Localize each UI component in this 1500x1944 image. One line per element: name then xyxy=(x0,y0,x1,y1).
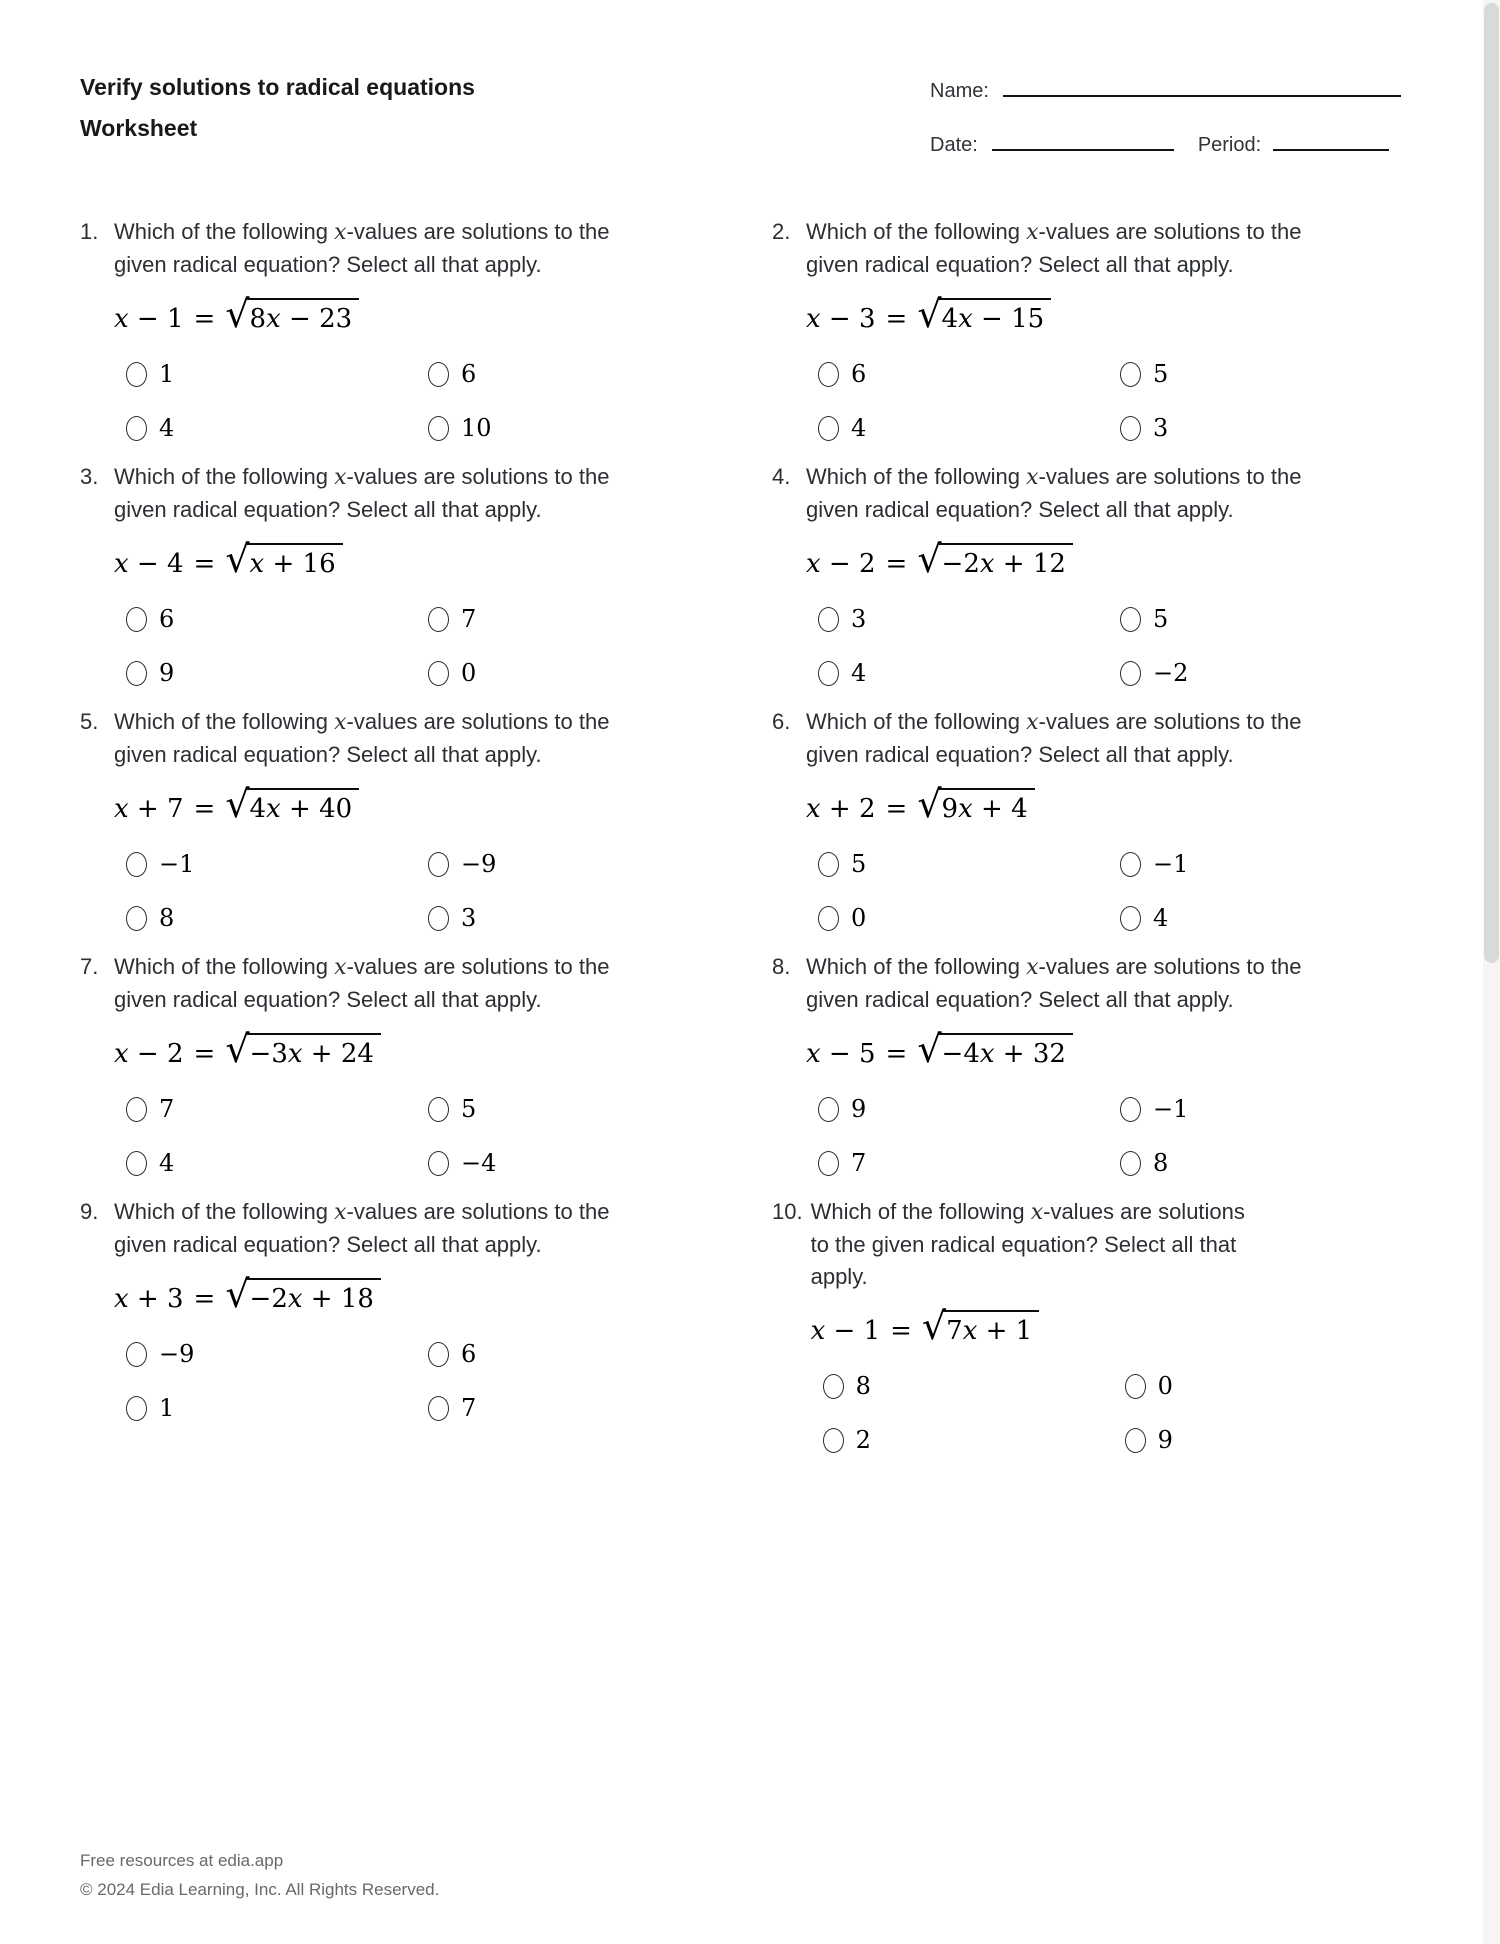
equation xyxy=(806,534,1318,592)
question-number: 2. xyxy=(772,219,791,244)
equals-sign: = xyxy=(193,794,216,824)
footer-copyright: © 2024 Edia Learning, Inc. All Rights Reserved. xyxy=(80,1880,440,1899)
math-variable-x: x xyxy=(114,304,129,334)
question-block xyxy=(80,1196,772,1441)
options-grid xyxy=(806,604,1318,688)
radio-circle-icon[interactable] xyxy=(428,1342,449,1367)
option[interactable] xyxy=(1120,604,1318,634)
option[interactable] xyxy=(126,849,428,879)
math-variable-x: x xyxy=(806,1039,821,1069)
option[interactable] xyxy=(428,1148,626,1178)
radio-circle-icon[interactable] xyxy=(126,906,147,931)
math-variable-x: x xyxy=(962,1316,978,1346)
question-block xyxy=(80,706,772,951)
option-label: 10 xyxy=(461,414,492,442)
option[interactable] xyxy=(1125,1425,1259,1455)
option[interactable] xyxy=(126,1148,428,1178)
question-block xyxy=(80,951,772,1196)
radicand: 4x + 40 xyxy=(247,788,360,823)
radio-circle-icon[interactable] xyxy=(818,906,839,931)
radio-circle-icon[interactable] xyxy=(428,1097,449,1122)
option-label: 5 xyxy=(851,850,867,878)
equation xyxy=(114,1024,626,1082)
radicand: 4x − 15 xyxy=(939,298,1052,333)
option-label: 8 xyxy=(159,904,175,932)
option-label: 6 xyxy=(159,605,175,633)
equals-sign: = xyxy=(890,1316,912,1346)
option[interactable] xyxy=(1120,903,1318,933)
option[interactable] xyxy=(818,1094,1120,1124)
option-label: −4 xyxy=(461,1149,497,1177)
radicand: x + 16 xyxy=(247,543,343,578)
option-label: −1 xyxy=(159,850,195,878)
option[interactable] xyxy=(428,1393,626,1423)
options-grid xyxy=(811,1371,1259,1455)
option[interactable] xyxy=(126,359,428,389)
option-label: −1 xyxy=(1153,850,1189,878)
option-label: 6 xyxy=(851,360,867,388)
radio-circle-icon[interactable] xyxy=(428,852,449,877)
option[interactable] xyxy=(428,658,626,688)
radio-circle-icon[interactable] xyxy=(126,607,147,632)
radical-sign-icon: √ xyxy=(225,1272,250,1316)
option[interactable] xyxy=(1125,1371,1259,1401)
question-number: 1. xyxy=(80,219,99,244)
equals-sign: = xyxy=(885,304,908,334)
math-variable-x: x xyxy=(806,549,821,579)
option[interactable] xyxy=(818,604,1120,634)
option[interactable] xyxy=(1120,1148,1318,1178)
options-grid xyxy=(114,1339,626,1423)
option-label: 6 xyxy=(461,360,477,388)
math-variable-x: x xyxy=(266,304,281,334)
radical-sign-icon: √ xyxy=(917,292,942,336)
question-block xyxy=(772,706,1318,951)
equation xyxy=(114,1269,626,1327)
option-label: 4 xyxy=(851,659,867,687)
equation-left-side: x − 1 xyxy=(114,304,184,334)
question-prompt: Which of the following x-values are solutions to the given radical equation? Select all that apply. xyxy=(806,464,1302,522)
option[interactable] xyxy=(1120,413,1318,443)
math-variable-x: x xyxy=(958,794,973,824)
option[interactable] xyxy=(428,413,626,443)
question-content xyxy=(114,951,626,1178)
radio-circle-icon[interactable] xyxy=(818,852,839,877)
option[interactable] xyxy=(818,1148,1120,1178)
math-variable-x: x xyxy=(806,794,821,824)
equation-left-side: x + 7 xyxy=(114,794,184,824)
option-label: −1 xyxy=(1153,1095,1189,1123)
question-content xyxy=(806,216,1318,443)
option-label: 5 xyxy=(461,1095,477,1123)
option-label: 0 xyxy=(1157,1372,1173,1400)
square-root-expression xyxy=(225,1027,381,1071)
footer-resources: Free resources at edia.app xyxy=(80,1851,284,1870)
option-label: 8 xyxy=(1153,1149,1169,1177)
option[interactable] xyxy=(818,903,1120,933)
title-line-2: Worksheet xyxy=(80,115,198,141)
option[interactable] xyxy=(1120,658,1318,688)
math-variable-x: x xyxy=(249,549,265,579)
radio-circle-icon[interactable] xyxy=(428,1396,449,1421)
question-number: 9. xyxy=(80,1199,99,1224)
radical-sign-icon: √ xyxy=(917,537,942,581)
option-label: 3 xyxy=(851,605,867,633)
option-label: 1 xyxy=(159,360,175,388)
question-prompt: Which of the following x-values are solutions to the given radical equation? Select all that apply. xyxy=(114,709,610,767)
math-variable-x: x xyxy=(114,794,129,824)
option-label: 9 xyxy=(159,659,175,687)
question-content xyxy=(114,461,626,688)
question-prompt: Which of the following x-values are solutions to the given radical equation? Select all that apply. xyxy=(114,1199,610,1257)
option-label: 0 xyxy=(461,659,477,687)
math-variable-x: x xyxy=(114,1284,129,1314)
period-blank-line xyxy=(1273,134,1389,151)
radio-circle-icon[interactable] xyxy=(1120,906,1141,931)
option-label: 4 xyxy=(159,1149,175,1177)
question-content xyxy=(114,706,626,933)
option-label: 5 xyxy=(1153,605,1169,633)
period-label: Period: xyxy=(1197,134,1262,156)
equation xyxy=(806,1024,1318,1082)
radical-sign-icon: √ xyxy=(225,537,250,581)
option-label: 7 xyxy=(159,1095,175,1123)
option[interactable] xyxy=(126,1393,428,1423)
question-prompt: Which of the following x-values are solutions to the given radical equation? Select all that apply. xyxy=(114,219,610,277)
radical-sign-icon: √ xyxy=(917,1027,942,1071)
option[interactable] xyxy=(1120,1094,1318,1124)
math-variable-x: x xyxy=(114,549,129,579)
equation-left-side: x + 3 xyxy=(114,1284,184,1314)
radio-circle-icon[interactable] xyxy=(823,1428,844,1453)
option-label: 0 xyxy=(851,904,867,932)
radio-circle-icon[interactable] xyxy=(126,416,147,441)
radicand: −2x + 18 xyxy=(247,1278,381,1313)
equation-left-side: x − 1 xyxy=(810,1316,881,1346)
options-grid xyxy=(114,359,626,443)
option[interactable] xyxy=(126,413,428,443)
options-grid xyxy=(806,1094,1318,1178)
math-variable-x: x xyxy=(114,1039,129,1069)
footer xyxy=(80,1846,439,1904)
option-label: 3 xyxy=(461,904,477,932)
option[interactable] xyxy=(823,1425,1125,1455)
math-variable-x: x xyxy=(979,1039,995,1069)
question-block xyxy=(772,1196,1318,1454)
option[interactable] xyxy=(428,604,626,634)
radio-circle-icon[interactable] xyxy=(1120,661,1141,686)
radio-circle-icon[interactable] xyxy=(126,1396,147,1421)
radio-circle-icon[interactable] xyxy=(818,1097,839,1122)
radio-circle-icon[interactable] xyxy=(1120,852,1141,877)
date-blank-line xyxy=(992,134,1174,151)
question-number: 5. xyxy=(80,709,99,734)
option-label: 8 xyxy=(855,1372,871,1400)
option-label: −9 xyxy=(159,1340,195,1368)
option[interactable] xyxy=(1120,359,1318,389)
radio-circle-icon[interactable] xyxy=(1120,1097,1141,1122)
option[interactable] xyxy=(818,849,1120,879)
name-label: Name: xyxy=(930,80,989,102)
option-label: −2 xyxy=(1153,659,1189,687)
option[interactable] xyxy=(126,1094,428,1124)
math-variable-x: x xyxy=(1030,1200,1044,1225)
question-block xyxy=(772,951,1318,1196)
radio-circle-icon[interactable] xyxy=(818,362,839,387)
radical-sign-icon: √ xyxy=(917,782,942,826)
radio-circle-icon[interactable] xyxy=(1125,1374,1146,1399)
question-number: 6. xyxy=(772,709,791,734)
options-grid xyxy=(806,849,1318,933)
question-block xyxy=(80,461,772,706)
equation-left-side: x − 5 xyxy=(806,1039,876,1069)
scrollbar-thumb[interactable] xyxy=(1484,3,1499,963)
math-variable-x: x xyxy=(334,220,347,245)
option-label: 9 xyxy=(851,1095,867,1123)
math-variable-x: x xyxy=(979,549,995,579)
option-label: 6 xyxy=(461,1340,477,1368)
equation xyxy=(811,1301,1259,1359)
page-title xyxy=(80,74,475,141)
radio-circle-icon[interactable] xyxy=(428,661,449,686)
equation xyxy=(114,534,626,592)
radicand: −4x + 32 xyxy=(939,1033,1073,1068)
math-variable-x: x xyxy=(287,1039,303,1069)
option-label: 1 xyxy=(159,1394,175,1422)
radio-circle-icon[interactable] xyxy=(126,362,147,387)
date-period-row xyxy=(930,134,1424,157)
date-label: Date: xyxy=(930,134,978,156)
question-prompt: Which of the following x-values are solutions to the given radical equation? Select all that apply. xyxy=(806,219,1302,277)
equation-left-side: x − 2 xyxy=(806,549,876,579)
square-root-expression xyxy=(225,1272,381,1316)
option[interactable] xyxy=(818,359,1120,389)
name-blank-line xyxy=(1003,80,1401,97)
radical-sign-icon: √ xyxy=(225,292,250,336)
option-label: 7 xyxy=(461,1394,477,1422)
equals-sign: = xyxy=(193,1284,216,1314)
name-row xyxy=(930,80,1424,103)
radio-circle-icon[interactable] xyxy=(126,852,147,877)
math-variable-x: x xyxy=(334,1200,347,1225)
math-variable-x: x xyxy=(287,1284,303,1314)
equals-sign: = xyxy=(193,1039,216,1069)
square-root-expression xyxy=(225,537,342,581)
equation xyxy=(806,779,1318,837)
option[interactable] xyxy=(428,903,626,933)
question-content xyxy=(806,706,1318,933)
title-line-1: Verify solutions to radical equations xyxy=(80,74,475,100)
radical-sign-icon: √ xyxy=(921,1304,947,1348)
option[interactable] xyxy=(126,604,428,634)
radio-circle-icon[interactable] xyxy=(818,416,839,441)
radio-circle-icon[interactable] xyxy=(428,607,449,632)
question-block xyxy=(80,216,772,461)
math-variable-x: x xyxy=(810,1316,826,1346)
option-label: −9 xyxy=(461,850,497,878)
math-variable-x: x xyxy=(334,465,347,490)
equation xyxy=(114,289,626,347)
equation-left-side: x + 2 xyxy=(806,794,876,824)
option[interactable] xyxy=(126,658,428,688)
equals-sign: = xyxy=(885,549,908,579)
equation xyxy=(806,289,1318,347)
options-grid xyxy=(114,604,626,688)
math-variable-x: x xyxy=(1026,710,1039,735)
radio-circle-icon[interactable] xyxy=(126,1097,147,1122)
option-label: 4 xyxy=(1153,904,1169,932)
square-root-expression xyxy=(917,1027,1073,1071)
question-prompt: Which of the following x-values are solutions to the given radical equation? Select all that apply. xyxy=(114,464,610,522)
equals-sign: = xyxy=(885,794,908,824)
math-variable-x: x xyxy=(334,710,347,735)
radicand: 9x + 4 xyxy=(939,788,1035,823)
option[interactable] xyxy=(428,1094,626,1124)
radio-circle-icon[interactable] xyxy=(428,416,449,441)
question-content xyxy=(811,1196,1259,1455)
option-label: 3 xyxy=(1153,414,1169,442)
equation-left-side: x − 3 xyxy=(806,304,876,334)
question-number: 8. xyxy=(772,954,791,979)
radicand: 7x + 1 xyxy=(943,1310,1039,1345)
math-variable-x: x xyxy=(266,794,281,824)
equation xyxy=(114,779,626,837)
scrollbar-track[interactable] xyxy=(1483,0,1500,1944)
equation-left-side: x − 2 xyxy=(114,1039,184,1069)
option[interactable] xyxy=(428,359,626,389)
options-grid xyxy=(114,1094,626,1178)
option-label: 2 xyxy=(855,1426,871,1454)
question-content xyxy=(114,1196,626,1423)
square-root-expression xyxy=(917,292,1051,336)
equals-sign: = xyxy=(885,1039,908,1069)
option-label: 5 xyxy=(1153,360,1169,388)
square-root-expression xyxy=(917,537,1073,581)
radio-circle-icon[interactable] xyxy=(823,1374,844,1399)
question-number: 7. xyxy=(80,954,99,979)
question-content xyxy=(806,461,1318,688)
radio-circle-icon[interactable] xyxy=(1120,607,1141,632)
equation-left-side: x − 4 xyxy=(114,549,184,579)
question-prompt: Which of the following x-values are solutions to the given radical equation? Select all that apply. xyxy=(810,1199,1245,1289)
option-label: 7 xyxy=(851,1149,867,1177)
student-fields xyxy=(930,80,1424,157)
question-number: 3. xyxy=(80,464,99,489)
equals-sign: = xyxy=(193,304,216,334)
math-variable-x: x xyxy=(958,304,973,334)
question-number: 10. xyxy=(772,1199,803,1224)
option-label: 4 xyxy=(851,414,867,442)
question-content xyxy=(806,951,1318,1178)
question-block xyxy=(772,461,1318,706)
question-prompt: Which of the following x-values are solutions to the given radical equation? Select all that apply. xyxy=(806,709,1302,767)
radio-circle-icon[interactable] xyxy=(126,661,147,686)
option[interactable] xyxy=(818,413,1120,443)
option-label: 9 xyxy=(1157,1426,1173,1454)
radio-circle-icon[interactable] xyxy=(818,607,839,632)
radio-circle-icon[interactable] xyxy=(428,906,449,931)
question-block xyxy=(772,216,1318,461)
radio-circle-icon[interactable] xyxy=(428,1151,449,1176)
option[interactable] xyxy=(818,658,1120,688)
question-number: 4. xyxy=(772,464,791,489)
option[interactable] xyxy=(126,903,428,933)
radio-circle-icon[interactable] xyxy=(1120,362,1141,387)
radio-circle-icon[interactable] xyxy=(818,661,839,686)
math-variable-x: x xyxy=(1026,220,1039,245)
option-label: 4 xyxy=(159,414,175,442)
option[interactable] xyxy=(1120,849,1318,879)
square-root-expression xyxy=(917,782,1034,826)
radio-circle-icon[interactable] xyxy=(818,1151,839,1176)
math-variable-x: x xyxy=(1026,465,1039,490)
options-grid xyxy=(806,359,1318,443)
question-content xyxy=(114,216,626,443)
math-variable-x: x xyxy=(1026,955,1039,980)
radio-circle-icon[interactable] xyxy=(1125,1428,1146,1453)
question-prompt: Which of the following x-values are solutions to the given radical equation? Select all that apply. xyxy=(806,954,1302,1012)
question-prompt: Which of the following x-values are solutions to the given radical equation? Select all that apply. xyxy=(114,954,610,1012)
square-root-expression xyxy=(225,292,359,336)
option[interactable] xyxy=(428,1339,626,1369)
equals-sign: = xyxy=(193,549,216,579)
math-variable-x: x xyxy=(334,955,347,980)
option[interactable] xyxy=(823,1371,1125,1401)
option[interactable] xyxy=(126,1339,428,1369)
square-root-expression xyxy=(225,782,359,826)
radical-sign-icon: √ xyxy=(225,1027,250,1071)
radio-circle-icon[interactable] xyxy=(428,362,449,387)
option[interactable] xyxy=(428,849,626,879)
option-label: 7 xyxy=(461,605,477,633)
radicand: −2x + 12 xyxy=(939,543,1073,578)
radio-circle-icon[interactable] xyxy=(1120,1151,1141,1176)
radical-sign-icon: √ xyxy=(225,782,250,826)
math-variable-x: x xyxy=(806,304,821,334)
options-grid xyxy=(114,849,626,933)
radio-circle-icon[interactable] xyxy=(126,1151,147,1176)
radio-circle-icon[interactable] xyxy=(1120,416,1141,441)
radicand: −3x + 24 xyxy=(247,1033,381,1068)
questions-grid xyxy=(80,216,1318,1454)
square-root-expression xyxy=(921,1304,1039,1348)
radicand: 8x − 23 xyxy=(247,298,360,333)
radio-circle-icon[interactable] xyxy=(126,1342,147,1367)
